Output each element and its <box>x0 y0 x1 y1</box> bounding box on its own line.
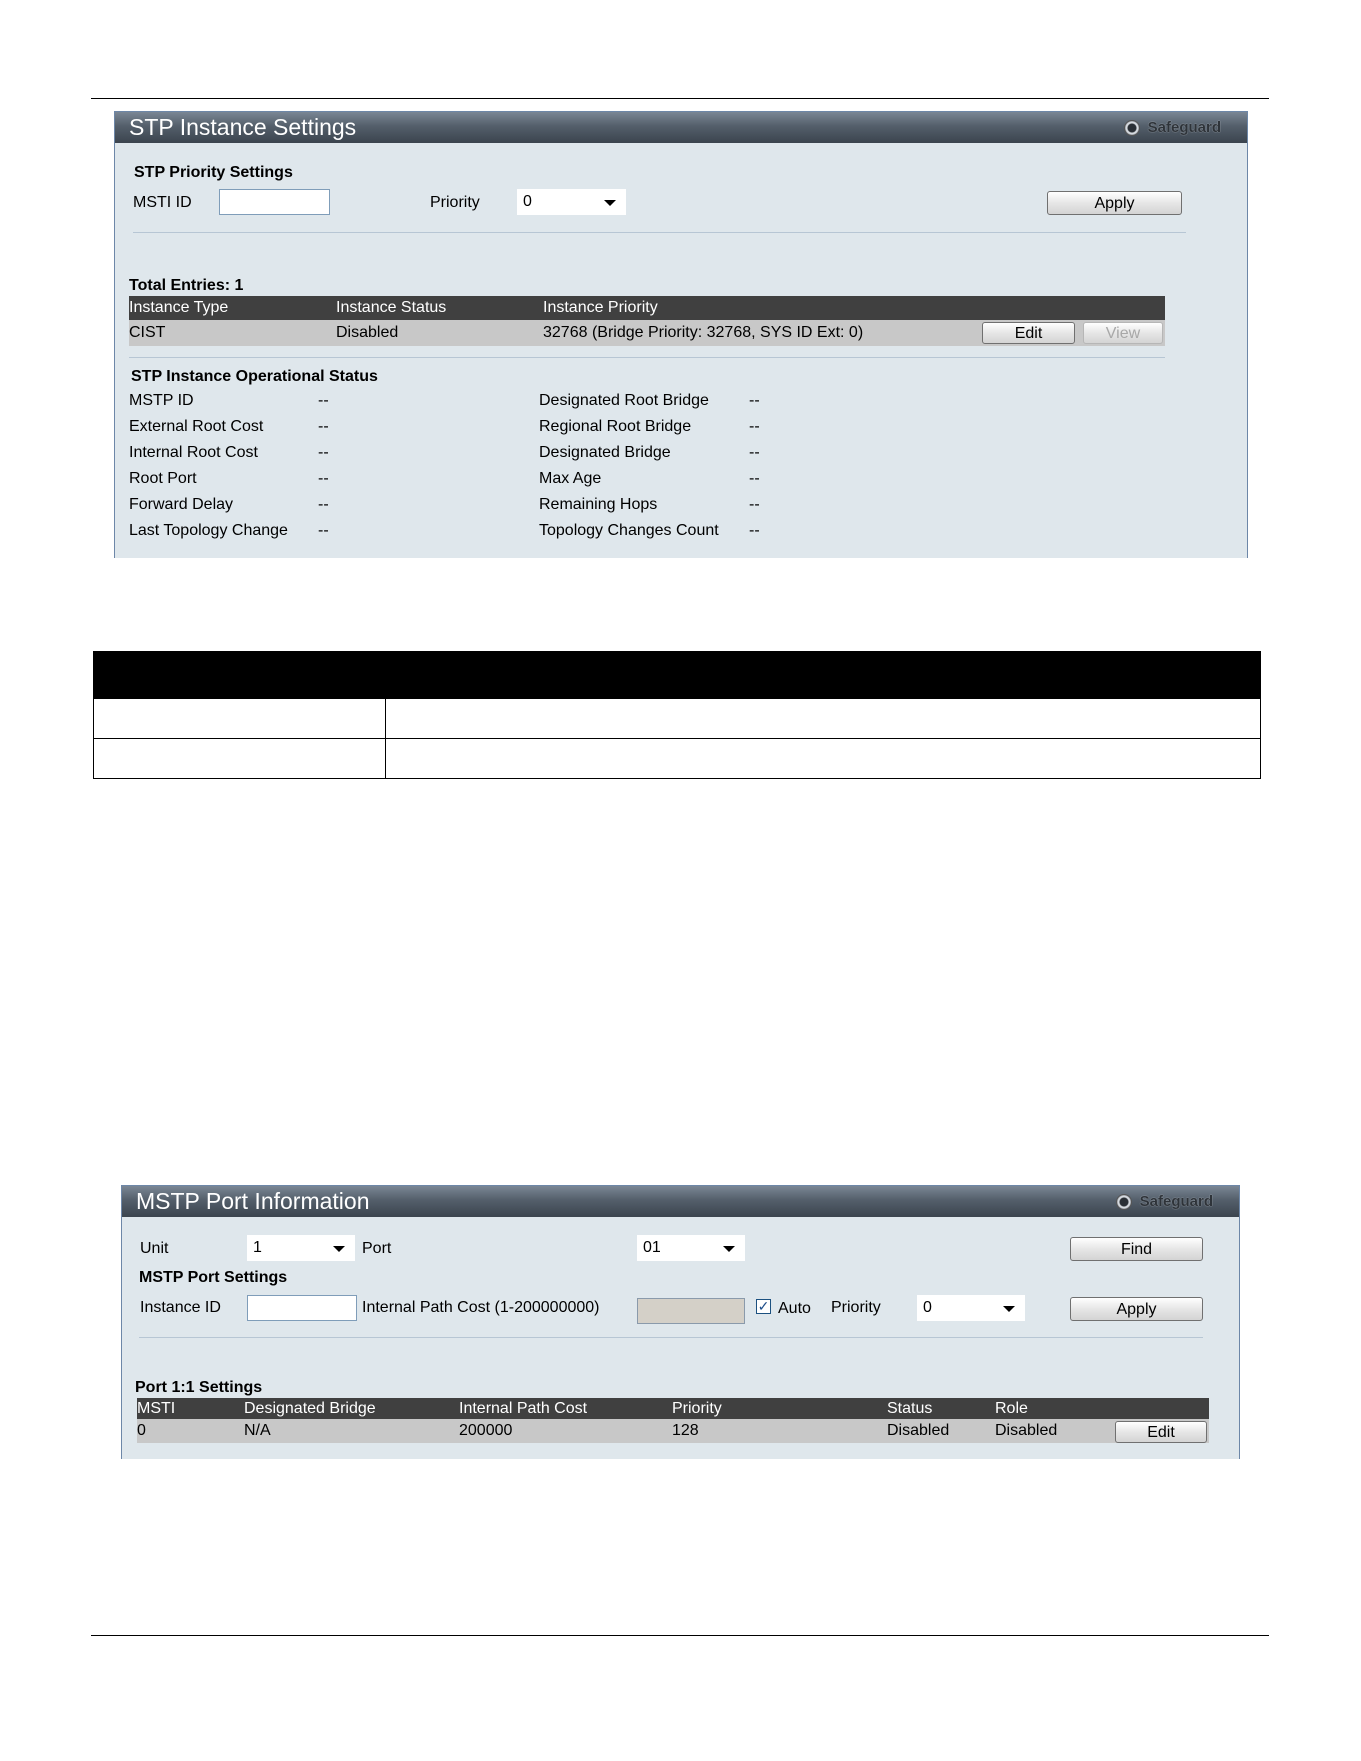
table-row <box>129 320 1165 346</box>
edit-button[interactable]: Edit <box>982 322 1075 344</box>
cell-role: Disabled <box>995 1422 1058 1439</box>
op-label-designated-root-bridge: Designated Root Bridge <box>539 392 709 409</box>
header-internal-path-cost: Internal Path Cost <box>459 1400 588 1417</box>
op-value-regional-root-bridge: -- <box>749 418 760 435</box>
priority-select[interactable] <box>917 1295 1025 1321</box>
cell-instance-status: Disabled <box>336 324 399 341</box>
safeguard-indicator[interactable] <box>1116 1193 1213 1211</box>
panel-title-bar <box>122 1186 1239 1217</box>
op-label-internal-root-cost: Internal Root Cost <box>129 444 258 461</box>
header-instance-status: Instance Status <box>336 299 447 316</box>
table-cell <box>386 699 1261 739</box>
unit-label: Unit <box>140 1240 169 1257</box>
path-cost-input[interactable] <box>637 1298 745 1324</box>
header-msti: MSTI <box>137 1400 176 1417</box>
priority-select-value: 0 <box>523 193 532 210</box>
port-settings-title: MSTP Port Settings <box>139 1269 288 1286</box>
unit-select[interactable] <box>247 1235 355 1261</box>
safeguard-indicator[interactable] <box>1124 119 1221 137</box>
page-bottom-rule <box>91 1635 1269 1636</box>
header-priority: Priority <box>672 1400 722 1417</box>
cell-msti: 0 <box>137 1422 146 1439</box>
op-label-external-root-cost: External Root Cost <box>129 418 264 435</box>
cell-internal-path-cost: 200000 <box>459 1422 513 1439</box>
port-select-value: 01 <box>643 1239 661 1256</box>
op-label-topology-changes-count: Topology Changes Count <box>539 522 719 539</box>
port-settings-heading: Port 1:1 Settings <box>135 1379 263 1396</box>
op-label-mstp-id: MSTP ID <box>129 392 194 409</box>
table-cell <box>386 739 1261 779</box>
path-cost-label: Internal Path Cost (1-200000000) <box>362 1299 600 1316</box>
unit-select-value: 1 <box>253 1239 262 1256</box>
op-value-max-age: -- <box>749 470 760 487</box>
page-top-rule <box>91 98 1269 99</box>
table-row <box>137 1419 1209 1443</box>
table-header-cell <box>386 652 1261 699</box>
cell-instance-priority: 32768 (Bridge Priority: 32768, SYS ID Ext: 0) <box>543 324 864 341</box>
op-value-designated-bridge: -- <box>749 444 760 461</box>
op-label-last-topology-change: Last Topology Change <box>129 522 288 539</box>
panel-title-bar <box>115 112 1247 143</box>
op-value-root-port: -- <box>318 470 329 487</box>
op-value-last-topology-change: -- <box>318 522 329 539</box>
priority-section-title: STP Priority Settings <box>134 164 293 181</box>
priority-label: Priority <box>430 194 480 211</box>
divider <box>129 357 1165 358</box>
divider <box>133 232 1186 233</box>
header-role: Role <box>995 1400 1028 1417</box>
op-label-designated-bridge: Designated Bridge <box>539 444 671 461</box>
instance-table-header <box>129 296 1165 320</box>
panel-title: STP Instance Settings <box>129 114 357 140</box>
table-row <box>94 699 1261 739</box>
auto-label: Auto <box>778 1300 811 1317</box>
instance-id-input[interactable] <box>247 1295 357 1321</box>
chevron-down-icon <box>604 200 616 206</box>
msti-id-label: MSTI ID <box>133 194 192 211</box>
mstp-port-information-panel <box>121 1185 1240 1459</box>
cell-designated-bridge: N/A <box>244 1422 271 1439</box>
op-value-mstp-id: -- <box>318 392 329 409</box>
header-status: Status <box>887 1400 933 1417</box>
op-label-max-age: Max Age <box>539 470 602 487</box>
table-header-cell <box>94 652 386 699</box>
op-value-designated-root-bridge: -- <box>749 392 760 409</box>
op-label-regional-root-bridge: Regional Root Bridge <box>539 418 692 435</box>
panel-title: MSTP Port Information <box>136 1188 370 1214</box>
edit-button[interactable]: Edit <box>1115 1421 1207 1443</box>
table-cell <box>94 699 386 739</box>
instance-id-label: Instance ID <box>140 1299 221 1316</box>
op-label-root-port: Root Port <box>129 470 197 487</box>
priority-select[interactable] <box>517 189 626 215</box>
safeguard-label: Safeguard <box>1147 119 1221 136</box>
safeguard-label: Safeguard <box>1139 1193 1213 1210</box>
op-value-topology-changes-count: -- <box>749 522 760 539</box>
port-table-header <box>137 1398 1209 1419</box>
apply-button[interactable]: Apply <box>1070 1297 1203 1321</box>
table-header-row <box>94 652 1261 699</box>
op-label-forward-delay: Forward Delay <box>129 496 234 513</box>
safeguard-icon <box>1124 120 1140 136</box>
port-select[interactable] <box>637 1235 745 1261</box>
chevron-down-icon <box>723 1246 735 1252</box>
stp-instance-settings-panel <box>114 111 1248 558</box>
header-instance-priority: Instance Priority <box>543 299 658 316</box>
cell-instance-type: CIST <box>129 324 166 341</box>
description-table <box>93 651 1261 779</box>
priority-label: Priority <box>831 1299 881 1316</box>
safeguard-icon <box>1116 1194 1132 1210</box>
priority-select-value: 0 <box>923 1299 932 1316</box>
op-value-internal-root-cost: -- <box>318 444 329 461</box>
view-button[interactable]: View <box>1083 322 1163 344</box>
divider <box>139 1337 1203 1338</box>
msti-id-input[interactable] <box>219 189 330 215</box>
operational-status-title: STP Instance Operational Status <box>131 368 378 385</box>
header-instance-type: Instance Type <box>129 299 229 316</box>
op-value-remaining-hops: -- <box>749 496 760 513</box>
chevron-down-icon <box>1003 1306 1015 1312</box>
apply-button[interactable]: Apply <box>1047 191 1182 215</box>
table-row <box>94 739 1261 779</box>
header-designated-bridge: Designated Bridge <box>244 1400 376 1417</box>
port-label: Port <box>362 1240 392 1257</box>
table-cell <box>94 739 386 779</box>
chevron-down-icon <box>333 1246 345 1252</box>
cell-status: Disabled <box>887 1422 950 1439</box>
op-label-remaining-hops: Remaining Hops <box>539 496 658 513</box>
op-value-external-root-cost: -- <box>318 418 329 435</box>
op-value-forward-delay: -- <box>318 496 329 513</box>
cell-priority: 128 <box>672 1422 699 1439</box>
total-entries: Total Entries: 1 <box>129 277 244 294</box>
find-button[interactable]: Find <box>1070 1237 1203 1261</box>
auto-checkbox[interactable]: ✓ <box>757 1298 770 1314</box>
